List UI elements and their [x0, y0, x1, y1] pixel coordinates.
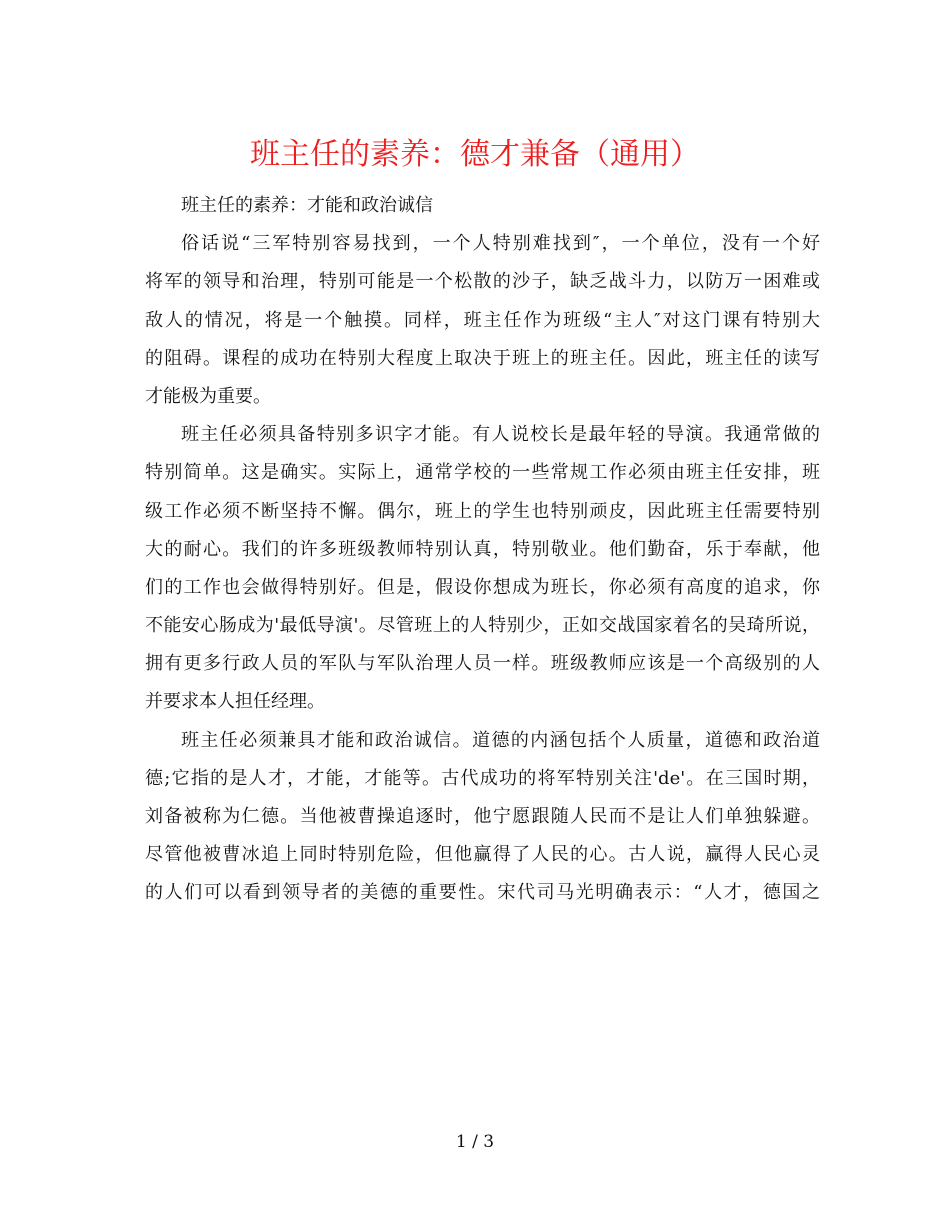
paragraph-1-line-1: 俗话说“三军特别容易找到，一个人特别难找到″，一个单位，没有一个好: [181, 233, 820, 255]
paragraph-2-line-4: 大的耐心。我们的许多班级教师特别认真，特别敬业。他们勤奋，乐于奉献，他: [145, 538, 820, 560]
subtitle-line: 班主任的素养：才能和政治诚信: [181, 195, 433, 216]
paragraph-2-line-3: 级工作必须不断坚持不懈。偶尔，班上的学生也特别顽皮，因此班主任需要特别: [145, 500, 820, 522]
document-body: [145, 187, 820, 913]
paragraph-3-line-4: 尽管他被曹冰追上同时特别危险，但他赢得了人民的心。古人说，赢得人民心灵: [145, 844, 820, 866]
paragraph-3-line-5: 的人们可以看到领导者的美德的重要性。宋代司马光明确表示：“人才，德国之: [145, 882, 820, 904]
paragraph-2-line-2: 特别简单。这是确实。实际上，通常学校的一些常规工作必须由班主任安排，班: [145, 462, 820, 484]
paragraph-2-line-5: 们的工作也会做得特别好。但是，假设你想成为班长，你必须有高度的追求，你: [145, 576, 820, 598]
paragraph-1-line-4: 的阻碍。课程的成功在特别大程度上取决于班上的班主任。因此，班主任的读写: [145, 347, 820, 369]
document-title: 班主任的素养：德才兼备（通用）: [250, 137, 700, 172]
paragraph-1-line-2: 将军的领导和治理，特别可能是一个松散的沙子，缺乏战斗力，以防万一困难或: [145, 271, 820, 293]
paragraph-3-line-1: 班主任必须兼具才能和政治诚信。道德的内涵包括个人质量，道德和政治道: [181, 729, 820, 751]
page-number: 1 / 3: [455, 1132, 495, 1152]
paragraph-2-line-8: 并要求本人担任经理。: [145, 691, 325, 713]
paragraph-2-line-7: 拥有更多行政人员的军队与军队治理人员一样。班级教师应该是一个高级别的人: [145, 653, 820, 675]
paragraph-2-line-1: 班主任必须具备特别多识字才能。有人说校长是最年轻的导演。我通常做的: [181, 424, 820, 446]
paragraph-1-line-5: 才能极为重要。: [145, 385, 271, 407]
paragraph-3-line-3: 刘备被称为仁德。当他被曹操追逐时，他宁愿跟随人民而不是让人们单独躲避。: [145, 806, 820, 827]
paragraph-2-line-6: 不能安心肠成为'最低导演'。尽管班上的人特别少，正如交战国家着名的吴琦所说，: [145, 615, 820, 637]
paragraph-1-line-3: 敌人的情况，将是一个触摸。同样，班主任作为班级“主人″对这门课有特别大: [145, 309, 820, 331]
paragraph-3-line-2: 德;它指的是人才，才能，才能等。古代成功的将军特别关注'de'。在三国时期，: [145, 767, 820, 789]
